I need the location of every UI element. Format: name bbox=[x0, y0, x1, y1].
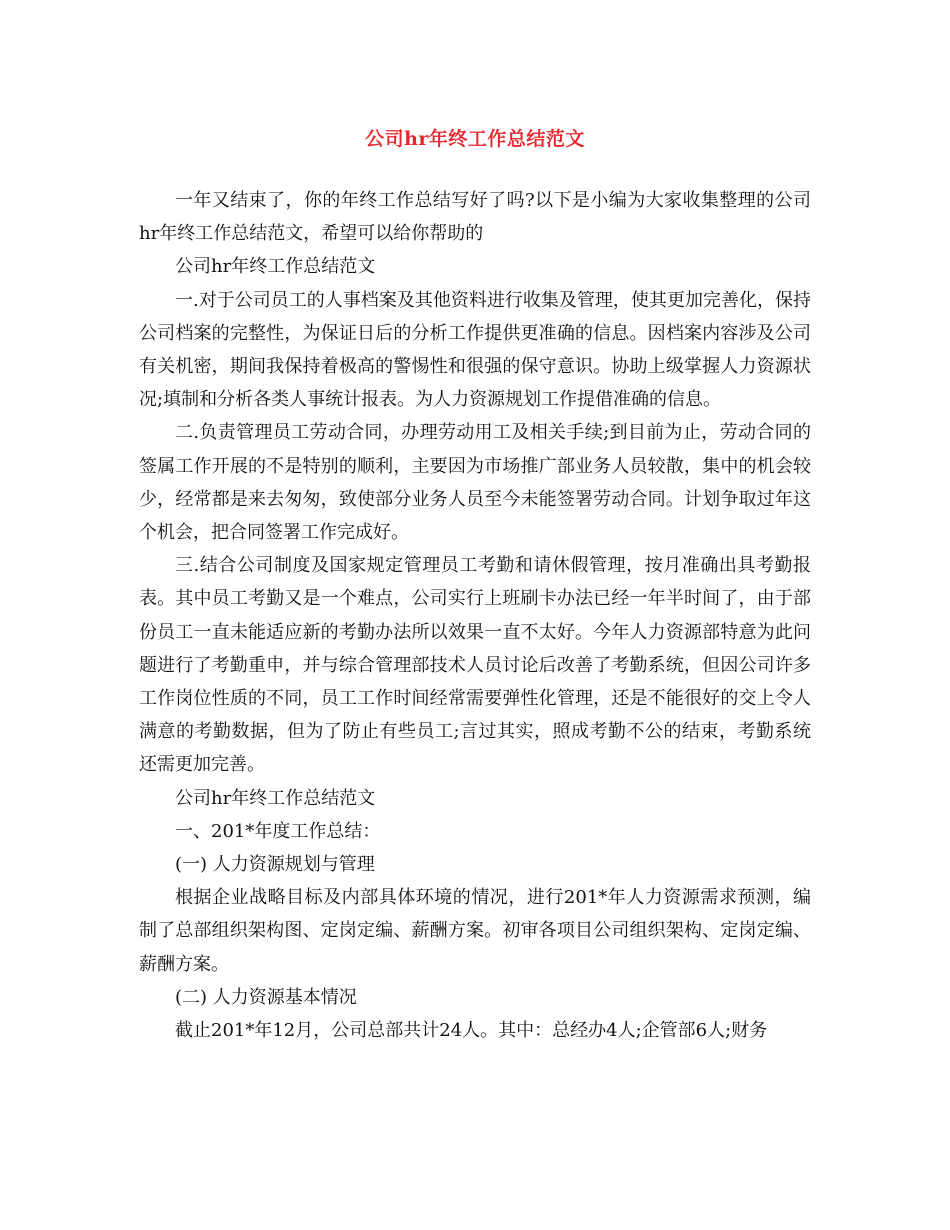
paragraph-subsection-2-text: 截止201*年12月，公司总部共计24人。其中：总经办4人;企管部6人;财务 bbox=[175, 1020, 768, 1042]
paragraph-section-1: 一、201*年度工作总结： bbox=[175, 820, 381, 842]
paragraph-intro: 一年又结束了，你的年终工作总结写好了吗?以下是小编为大家收集整理的公司hr年终工作总结范文，希望可以给你帮助的 bbox=[139, 190, 811, 245]
paragraph-subsection-1-text: 根据企业战略目标及内部具体环境的情况，进行201*年人力资源需求预测，编制了总部组织架构图、定岗定编、薪酬方案。初审各项目公司组织架构、定岗定编、薪酬方案。 bbox=[139, 887, 811, 975]
document-title: 公司hr年终工作总结范文 bbox=[365, 128, 585, 150]
paragraph-item-2: 二.负责管理员工劳动合同，办理劳动用工及相关手续;到目前为止，劳动合同的签属工作开展的不是特别的顺利，主要因为市场推广部业务人员较散，集中的机会较少，经常都是来去匆匆，致使部分业务人员至今未能签署劳动合同。计划争取过年这个机会，把合同签署工作完成好。 bbox=[139, 422, 811, 544]
document-body bbox=[139, 184, 811, 1047]
paragraph-item-3: 三.结合公司制度及国家规定管理员工考勤和请休假管理，按月准确出具考勤报表。其中员工考勤又是一个难点，公司实行上班刷卡办法已经一年半时间了，由于部份员工一直未能适应新的考勤办法所以效果一直不太好。今年人力资源部特意为此问题进行了考勤重申，并与综合管理部技术人员讨论后改善了考勤系统，但因公司许多工作岗位性质的不同，员工工作时间经常需要弹性化管理，还是不能很好的交上令人满意的考勤数据，但为了防止有些员工;言过其实，照成考勤不公的结束，考勤系统还需更加完善。 bbox=[139, 555, 811, 776]
paragraph-heading-2: 公司hr年终工作总结范文 bbox=[175, 787, 376, 809]
paragraph-heading-1: 公司hr年终工作总结范文 bbox=[175, 256, 376, 278]
paragraph-subsection-2: (二) 人力资源基本情况 bbox=[175, 986, 357, 1008]
paragraph-subsection-1: (一) 人力资源规划与管理 bbox=[175, 854, 375, 876]
paragraph-item-1: 一.对于公司员工的人事档案及其他资料进行收集及管理，使其更加完善化，保持公司档案的完整性，为保证日后的分析工作提供更准确的信息。因档案内容涉及公司有关机密，期间我保持着极高的警惕性和很强的保守意识。协助上级掌握人力资源状况;填制和分析各类人事统计报表。为人力资源规划工作提借准确的信息。 bbox=[139, 289, 811, 411]
